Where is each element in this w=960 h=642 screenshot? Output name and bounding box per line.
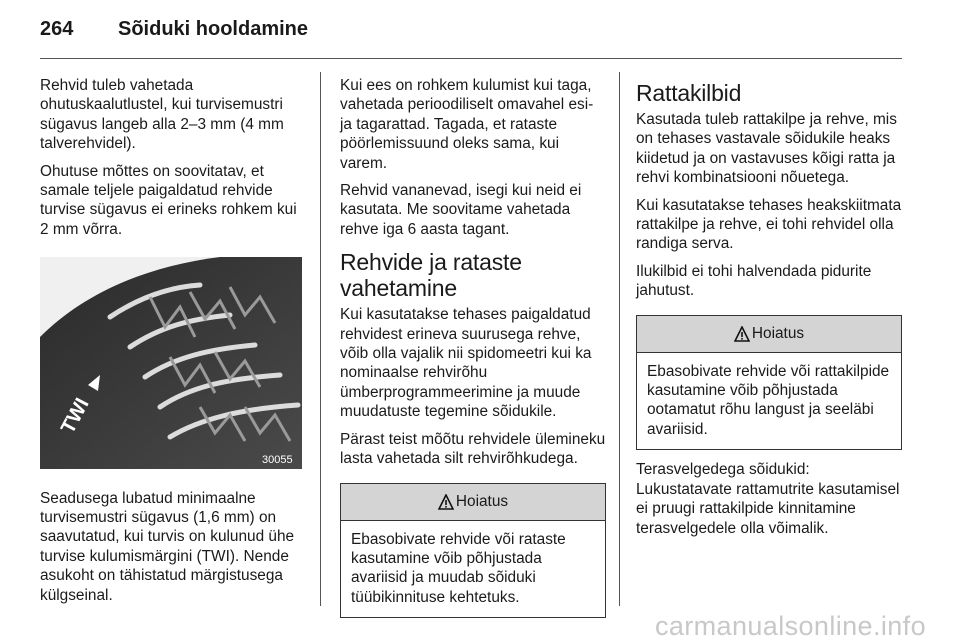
paragraph: Seadusega lubatud minimaalne turvisemustri sügavus (1,6 mm) on saavutatud, kui turvis on kulunud ühe turvise kulumismärgini (TWI). Nende asukoht on tähistatud märgistusega külgseinal. <box>40 489 295 604</box>
page-title: Sõiduki hooldamine <box>118 18 309 40</box>
twi-marking: TWI <box>56 394 94 438</box>
warning-title: Hoiatus <box>751 324 805 342</box>
paragraph: Terasvelgedega sõidukid: Lukustatavate rattamutrite kasutamisel ei pruugi rattakilpide kinnitamine terasvelgedele olla võimalik. <box>636 461 900 537</box>
page-header <box>40 18 308 48</box>
column-divider <box>619 72 620 606</box>
column-1 <box>40 76 306 613</box>
column-divider <box>320 72 321 606</box>
figure-number: 30055 <box>262 454 293 467</box>
warning-text: Ebasobivate rehvide või rataste kasutamine võib põhjustada avariisid ja muudab sõiduki tüübikinnituse kehtetuks. <box>351 530 566 606</box>
paragraph: Ilukilbid ei tohi halvendada pidurite jahutust. <box>636 262 872 300</box>
paragraph: Kui ees on rohkem kulumist kui taga, vahetada perioodiliselt omavahel esi- ja tagarattad. Tagada, et rataste pöörlemissuund oleks sama, kui varem. <box>340 77 594 172</box>
paragraph: Ohutuse mõttes on soovitatav, et samale teljele paigaldatud rehvide turvise sügavus ei erineks rohkem kui 2 mm võrra. <box>40 162 297 238</box>
paragraph: Kasutada tuleb rattakilpe ja rehve, mis on tehases vastavale sõidukile heaks kiidetud ja on vastavuses kõigi ratta ja rehvi kombinatsiooni nõuetega. <box>636 111 897 187</box>
warning-triangle-icon <box>438 494 454 510</box>
warning-text: Ebasobivate rehvide või rattakilpide kasutamine võib põhjustada ootamatut rõhu langust ja seeläbi avariisid. <box>647 362 890 438</box>
warning-title: Hoiatus <box>455 492 509 510</box>
tire-tread-illustration <box>40 257 302 469</box>
warning-triangle-icon <box>734 326 750 342</box>
paragraph: Rehvid tuleb vahetada ohutuskaalutlustel, kui turvisemustri sügavus langeb alla 2–3 mm (4 mm talverehvidel). <box>40 77 284 153</box>
paragraph: Kui kasutatakse tehases heakskiitmata rattakilpe ja rehve, ei tohi rehvidel olla randiga serva. <box>636 196 902 253</box>
warning-box <box>636 315 902 451</box>
paragraph: Rehvid vananevad, isegi kui neid ei kasutata. Me soovitame vahetada rehve iga 6 aasta tagant. <box>340 182 582 238</box>
column-2 <box>340 76 606 628</box>
section-heading: Rehvide ja rataste vahetamine <box>340 249 522 302</box>
section-heading: Rattakilbid <box>636 80 742 106</box>
header-rule <box>40 58 902 59</box>
page-number: 264 <box>40 18 74 40</box>
paragraph: Pärast teist mõõtu rehvidele ülemineku lasta vahetada silt rehvirõhkudega. <box>340 430 606 468</box>
warning-header <box>341 484 605 521</box>
warning-header <box>637 316 901 353</box>
paragraph: Kui kasutatakse tehases paigaldatud rehvidest erineva suurusega rehve, võib olla vajalik nii spidomeetri kui ka nominaalse rehvirõhu ümberprogrammeerimine ja muude muudatuste tegemine sõidukile. <box>340 306 592 421</box>
column-3 <box>636 76 902 546</box>
warning-box <box>340 483 606 619</box>
watermark: carmanualsonline.info <box>654 611 926 641</box>
